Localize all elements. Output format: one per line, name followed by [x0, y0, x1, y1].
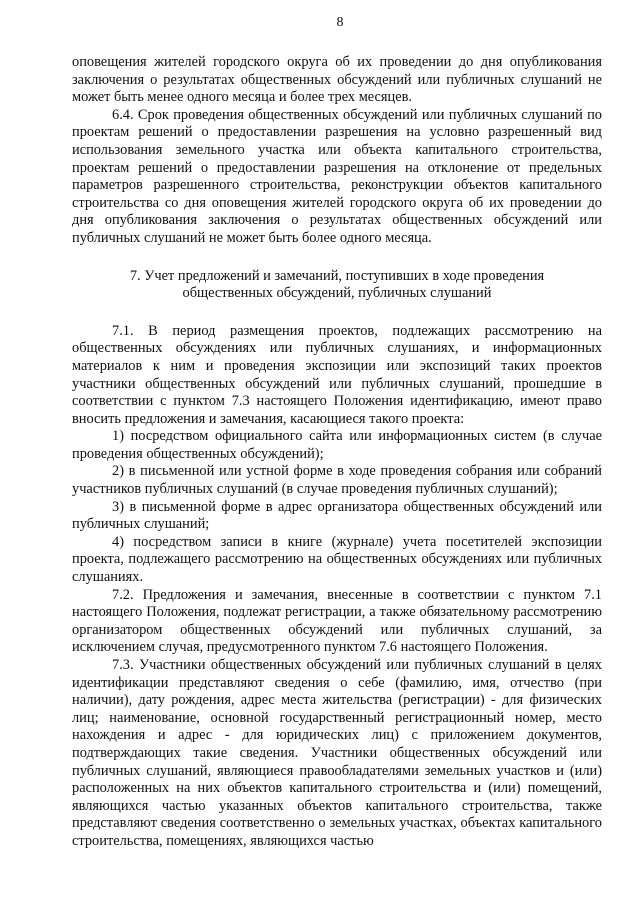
section-7-heading-line2: общественных обсуждений, публичных слушаний: [182, 285, 492, 302]
paragraph-7-3: 7.3. Участники общественных обсуждений или публичных слушаний в целях идентификации представляют сведения о себе (фамилию, имя, отчество (при наличии), дату рождения, адрес места жительства (регистрации) - для физических лиц; наименование, основной государственный регистрационный номер, место нахождения и адрес - для юридических лиц) с приложением документов, подтверждающих такие сведения. Участники общественных обсуждений или публичных слушаний, являющиеся правообладателями земельных участков и (или) расположенных на них объектов капитального строительства и (или) помещений, являющихся частью указанных объектов капитального строительства, также представляют сведения соответственно о земельных участках, объектах капитального строительства, помещениях, являющихся частью: [72, 657, 602, 849]
list-item-7-1-2: 2) в письменной или устной форме в ходе проведения собрания или собраний участников публичных слушаний (в случае проведения публичных слушаний);: [72, 463, 602, 498]
list-item-7-1-4: 4) посредством записи в книге (журнале) учета посетителей экспозиции проекта, подлежащего рассмотрению на общественных обсуждениях или публичных слушаниях.: [72, 533, 602, 586]
page-number: 8: [336, 15, 344, 30]
paragraph-continuation: оповещения жителей городского округа об их проведении до дня опубликования заключения о результатах общественных обсуждений или публичных слушаний не может быть менее одного месяца и более трех месяцев.: [72, 54, 602, 106]
section-7-heading-line1: 7. Учет предложений и замечаний, поступивших в ходе проведения: [129, 267, 545, 284]
paragraph-7-2: 7.2. Предложения и замечания, внесенные в соответствии с пунктом 7.1 настоящего Положения, подлежат регистрации, а также обязательному рассмотрению организатором общественных обсуждений или публичных слушаний, за исключением случая, предусмотренного пунктом 7.6 настоящего Положения.: [72, 586, 602, 656]
paragraph-6-4: 6.4. Срок проведения общественных обсуждений или публичных слушаний по проектам решений о предоставлении разрешения на условно разрешенный вид использования земельного участка или объекта капитального строительства, проектам решений о предоставлении разрешения на отклонение от предельных параметров разрешенного строительства, реконструкции объектов капитального строительства со дня оповещения жителей городского округа об их проведении до дня опубликования заключения о результатах общественных обсуждений или публичных слушаний не может быть более одного месяца.: [72, 106, 602, 246]
section-7-heading: [72, 268, 602, 303]
list-item-7-1-3: 3) в письменной форме в адрес организатора общественных обсуждений или публичных слушаний;: [72, 498, 602, 533]
list-item-7-1-1: 1) посредством официального сайта или информационных систем (в случае проведения общественных обсуждений);: [72, 428, 602, 462]
paragraph-7-1: 7.1. В период размещения проектов, подлежащих рассмотрению на общественных обсуждениях или публичных слушаниях, и информационных материалов к ним и проведения экспозиции или экспозиций таких проектов участники общественных обсуждений или публичных слушаний, прошедшие в соответствии с пунктом 7.3 настоящего Положения идентификацию, имеют право вносить предложения и замечания, касающиеся такого проекта:: [72, 322, 602, 427]
